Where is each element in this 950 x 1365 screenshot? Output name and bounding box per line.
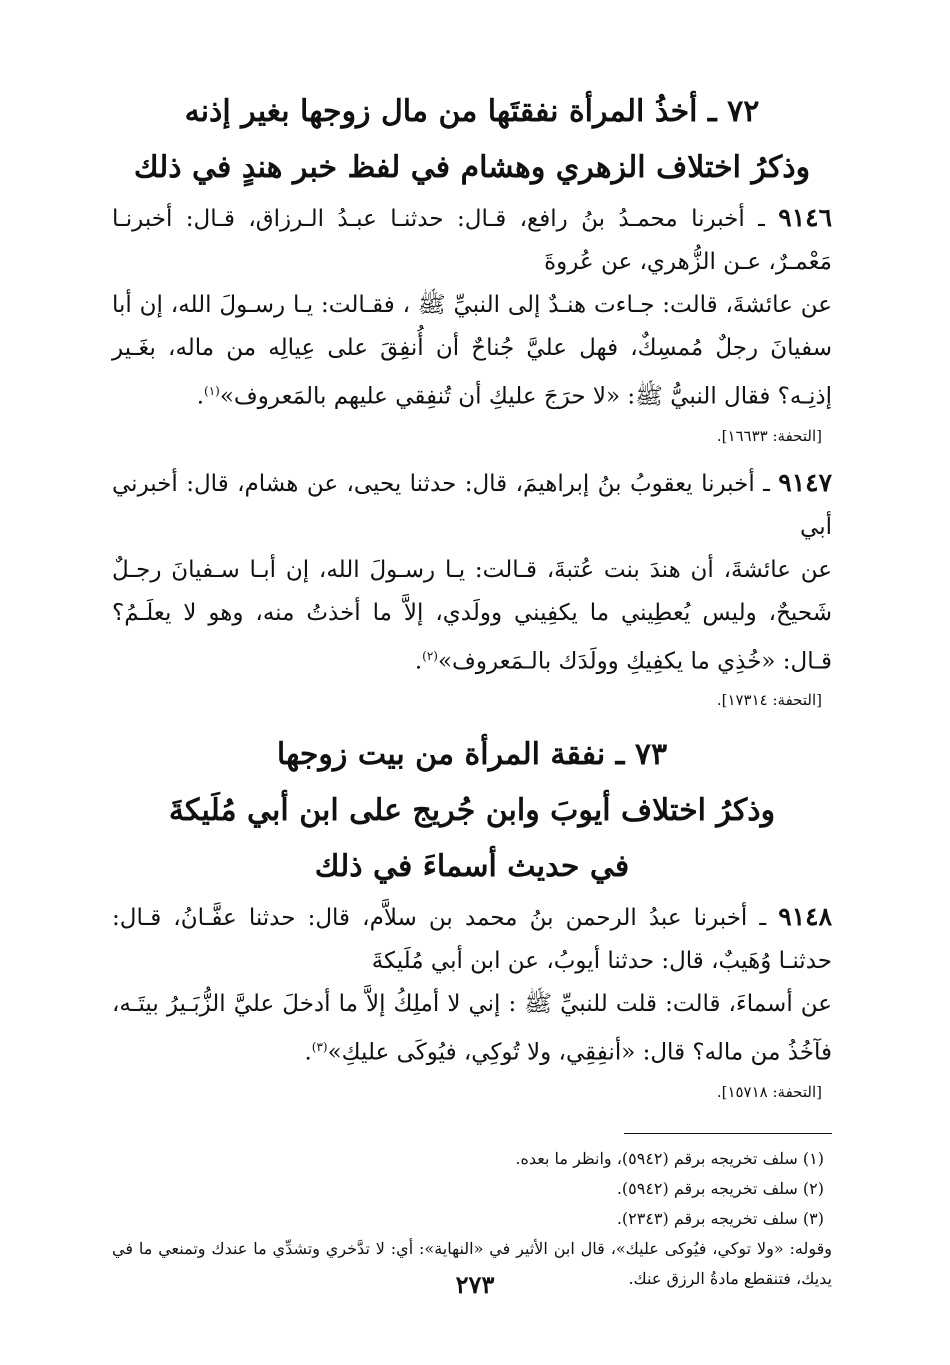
hadith-number: ٩١٤٨ [778, 902, 832, 932]
chapter-73-subtitle-2: في حديث أسماءَ في ذلك [314, 849, 630, 885]
hadith-9148-isnad [112, 895, 832, 983]
hadith-9148-matn: عن أسماءَ، قالت: قلت للنبيِّ ﷺ : إني لا أملِكُ إلاَّ ما أدخلَ عليَّ الزُّبَـيرُ بيتَـه، فآخُذُ من ماله؟ قال: «أنفِقِي، ولا تُوكِي، فيُوكَى عليكِ»$^{(٣)}$. [112, 991, 832, 1066]
chapter-73-subtitle: وذكرُ اختلاف أيوبَ وابن جُريج على ابن أبي مُلَيكةَ [168, 793, 776, 829]
matn-text: عن أسماءَ، قالت: قلت للنبيِّ ﷺ : إني لا أملِكُ إلاَّ ما أدخلَ عليَّ الزُّبَـيرُ بيتَـه، فآخُذُ من ماله؟ قال: «أنفِقِي، ولا تُوكِي، فيُوكَى عليكِ» [112, 991, 832, 1066]
chapter-72-title: ٧٢ ـ أخذُ المرأة نفقتَها من مال زوجها بغير إذنه [184, 94, 760, 129]
footnote-divider [624, 1133, 832, 1134]
hadith-9147-matn: عن عائشةَ، أن هندَ بنت عُتبةَ، قـالت: يـا رسـولَ الله، إن أبـا سـفيانَ رجـلٌ شَحيحٌ، وليس يُعطِيني ما يكفِيني وولَدي، إلاَّ ما أخذتُ منه، وهو لا يعلَـمُ؟ قـال: «خُذِي ما يكفِيكِ وولَدَك بالـمَعروف»$^{(٢)}$. [112, 556, 832, 675]
tuhfa-reference: [التحفة: ١٥٧١٨]. [716, 1082, 822, 1101]
chapter-73-title: ٧٣ ـ نفقة المرأة من بيت زوجها [276, 737, 668, 773]
hadith-number: ٩١٤٧ [778, 467, 832, 497]
isnad-text: ـ أخبرنا يعقوبُ بنُ إبراهيمَ، قال: حدثنا يحيى، عن هشام، قال: أخبرني أبي [112, 470, 832, 540]
footnote-ref: (٣) [311, 1040, 328, 1055]
hadith-9147-isnad [112, 461, 832, 549]
matn-text: عن عائشةَ، أن هندَ بنت عُتبةَ، قـالت: يـا رسـولَ الله، إن أبـا سـفيانَ رجـلٌ شَحيحٌ، وليس يُعطِيني ما يكفِيني وولَدي، إلاَّ ما أخذتُ منه، وهو لا يعلَـمُ؟ قـال: «خُذِي ما يكفِيكِ وولَدَك بالـمَعروف» [112, 556, 832, 675]
page-number: ٢٧٣ [455, 1270, 495, 1299]
footnote-2: (٢) سلف تخريجه برقم (٥٩٤٢). [616, 1178, 824, 1198]
matn-text: عن عائشةَ، قالت: جـاءت هنـدٌ إلى النبيِّ ﷺ ، فقـالت: يـا رسـولَ الله، إن أبا سفيانَ رجلٌ مُمسِكٌ، فهل عليَّ جُناحٌ أن أُنفِقَ على عِيالِه من ماله، بغَـير إذنِـه؟ فقال النبيُّ ﷺ: «لا حرَجَ عليكِ أن تُنفِقي عليهم بالمَعروف» [112, 292, 832, 410]
footnote-ref: (١) [204, 384, 220, 398]
isnad-text: ـ أخبرنا عبدُ الرحمن بنُ محمد بن سلاَّم، قال: حدثنا عفَّـانُ، قـال: حدثنـا وُهَيبٌ، قال: حدثنا أيوبُ، عن ابن أبي مُلَيكةَ [112, 905, 832, 975]
footnote-ref: (٢) [422, 648, 438, 663]
isnad-text: ـ أخبرنا محمـدُ بنُ رافع، قـال: حدثنـا عبـدُ الـرزاق، قـال: أخبرنـا مَعْمـرٌ، عـن الزُّهري، عن عُروةَ [112, 206, 832, 275]
footnote-3: (٣) سلف تخريجه برقم (٢٣٤٣). [616, 1208, 824, 1228]
tuhfa-reference: [التحفة: ١٦٦٣٣]. [716, 426, 822, 445]
tuhfa-reference: [التحفة: ١٧٣١٤]. [716, 691, 822, 710]
footnote-comment: وقوله: «ولا توكي، فيُوكى عليك»، قال ابن الأثير في «النهاية»: أي: لا تدَّخري وتشدِّي ما عندك وتمنعي ما في يديك، فتنقطع مادةُ الرزق عنك. [112, 1238, 832, 1288]
chapter-72-subtitle: وذكرُ اختلاف الزهري وهشام في لفظ خبر هندٍ في ذلك [133, 150, 811, 185]
hadith-number: ٩١٤٦ [778, 203, 832, 232]
footnote-1: (١) سلف تخريجه برقم (٥٩٤٢)، وانظر ما بعده. [515, 1148, 824, 1168]
hadith-9146-isnad [112, 196, 832, 284]
hadith-9146-matn: عن عائشةَ، قالت: جـاءت هنـدٌ إلى النبيِّ ﷺ ، فقـالت: يـا رسـولَ الله، إن أبا سفيانَ رجلٌ مُمسِكٌ، فهل عليَّ جُناحٌ أن أُنفِقَ على عِيالِه من ماله، بغَـير إذنِـه؟ فقال النبيُّ ﷺ: «لا حرَجَ عليكِ أن تُنفِقي عليهم بالمَعروف»$^{(١)}$. [112, 292, 832, 410]
